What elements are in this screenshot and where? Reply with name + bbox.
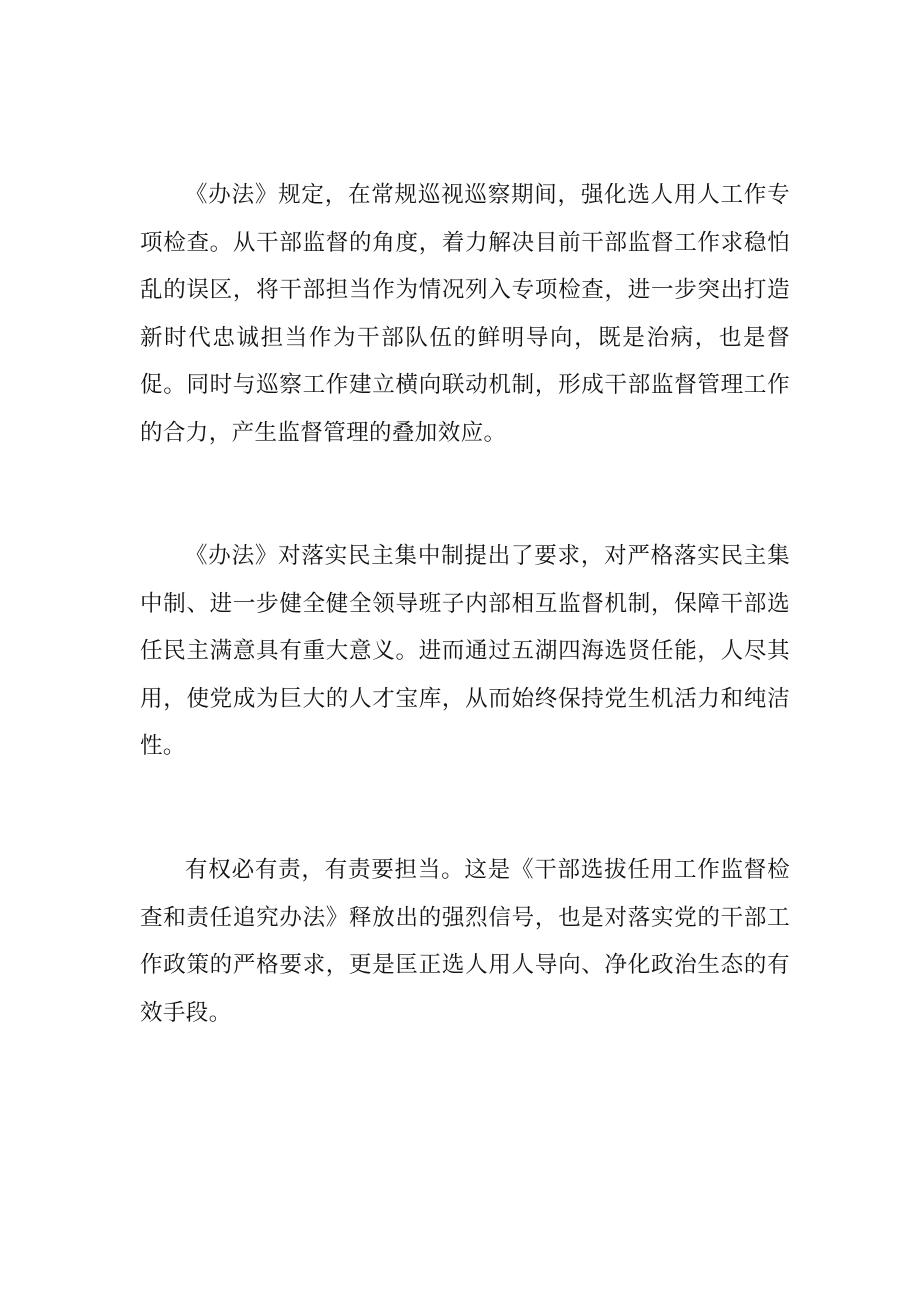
paragraph-1: 《办法》规定，在常规巡视巡察期间，强化选人用人工作专项检查。从干部监督的角度，着力解决目前干部监督工作求稳怕乱的误区，将干部担当作为情况列入专项检查，进一步突出打造新时代忠诚担当作为干部队伍的鲜明导向，既是治病，也是督促。同时与巡察工作建立横向联动机制，形成干部监督管理工作的合力，产生监督管理的叠加效应。 xyxy=(140,182,790,446)
paragraph-2: 《办法》对落实民主集中制提出了要求，对严格落实民主集中制、进一步健全健全领导班子内部相互监督机制，保障干部选任民主满意具有重大意义。进而通过五湖四海选贤任能，人尽其用，使党成为巨大的人才宝库，从而始终保持党生机活力和纯洁性。 xyxy=(140,543,790,759)
paragraph-3: 有权必有责，有责要担当。这是《干部选拔任用工作监督检查和责任追究办法》释放出的强烈信号，也是对落实党的干部工作政策的严格要求，更是匡正选人用人导向、净化政治生态的有效手段。 xyxy=(140,857,790,1026)
